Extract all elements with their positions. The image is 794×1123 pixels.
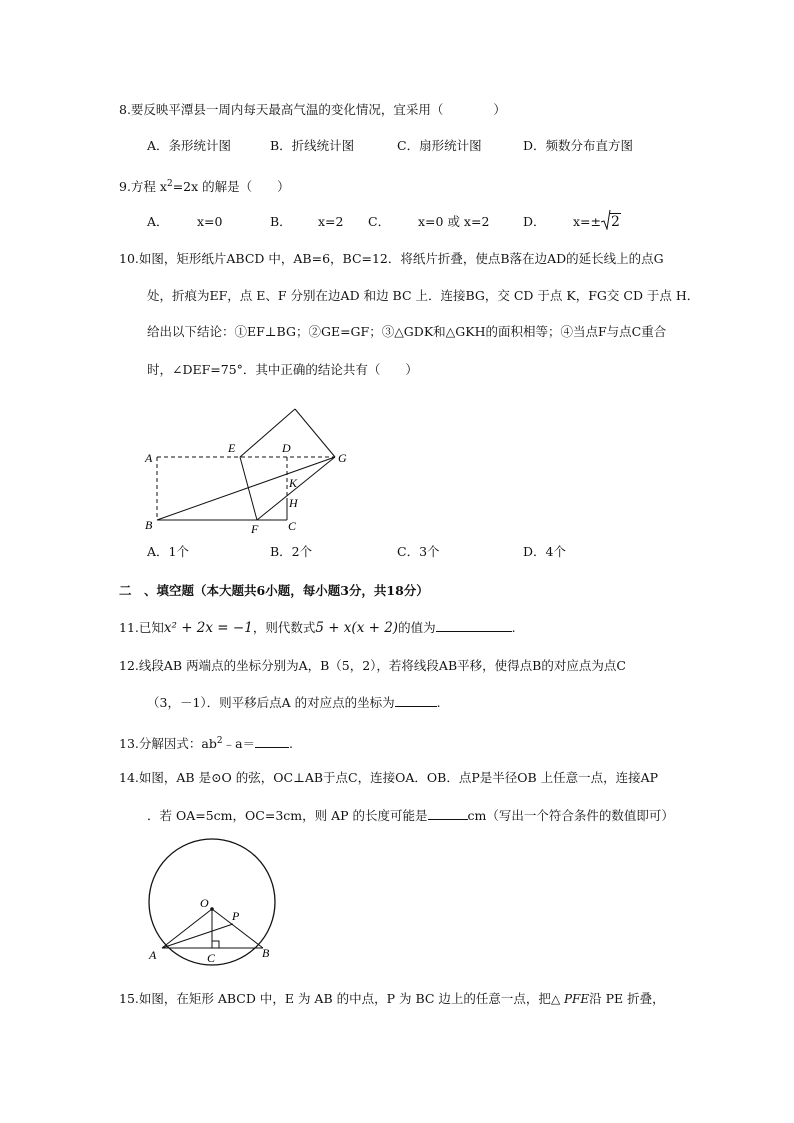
- q13-end: .: [289, 736, 294, 752]
- q10-label-b: B: [145, 518, 153, 532]
- q10-option-b: B．2个: [270, 544, 313, 559]
- q10-option-d: D．4个: [523, 544, 566, 559]
- q13: [119, 732, 293, 753]
- q12-line-2-post: .: [436, 695, 441, 710]
- q10-line-2: 处，折痕为EF，点 E、F 分别在边AD 和边 BC 上．连接BG，交 CD 于点 K，FG交 CD 于点 H．: [147, 288, 700, 303]
- q14-line-2: [147, 807, 674, 825]
- q9-option-b-value: x=2: [318, 214, 344, 229]
- q11: [119, 619, 516, 637]
- q9-option-d-value: [573, 213, 621, 231]
- q9-option-c-value: x=0 或 x=2: [418, 214, 490, 229]
- q10-label-f: F: [251, 522, 259, 536]
- q11-equation: x² + 2x = −1: [163, 620, 253, 636]
- q13-sup: 2: [216, 736, 223, 746]
- q14-label-o: O: [200, 896, 209, 910]
- q10-label-d: D: [282, 441, 291, 455]
- q13-pre: 13.分解因式：ab: [119, 736, 217, 752]
- segment-bg: [157, 457, 335, 520]
- q14-label-a: A: [149, 948, 157, 962]
- q9-option-a-value: x=0: [197, 214, 223, 229]
- q15-pre: 15.如图，在矩形 ABCD 中，E 为 AB 的中点，P 为 BC 边上的任意一点，把: [119, 991, 551, 1006]
- radius-oa: [162, 909, 212, 948]
- q9-option-b-letter: B．: [270, 214, 292, 229]
- right-angle-mark: [212, 941, 219, 948]
- q10-label-c: C: [288, 519, 297, 533]
- q9-option-d-letter: D．: [523, 214, 546, 229]
- q14-answer-blank[interactable]: [428, 807, 468, 820]
- q15: [119, 990, 665, 1008]
- q8-option-b: B．折线统计图: [270, 138, 355, 153]
- q11-mid: ，则代数式: [252, 620, 316, 635]
- q8-option-d: D．频数分布直方图: [523, 138, 634, 153]
- q12-line-2-pre: （3，－1）．则平移后点A 的对应点的坐标为: [147, 695, 395, 710]
- q10-label-g: G: [338, 451, 347, 465]
- q13-answer-blank[interactable]: [255, 735, 289, 748]
- q14-line-2-pre: ．若 OA=5cm，OC=3cm，则 AP 的长度可能是: [147, 808, 428, 823]
- segment-ef: [240, 457, 257, 520]
- q9-stem-pre: 9.方程 x: [119, 179, 167, 195]
- q10-label-e: E: [228, 441, 236, 455]
- q12-line-1: 12.线段AB 两端点的坐标分别为A，B（5，2），若将线段AB平移，使得点B的对应点为点C: [119, 658, 626, 673]
- radical-sign-icon: [601, 210, 611, 230]
- q10-option-a: A．1个: [147, 544, 189, 559]
- q10-line-1: 10.如图，矩形纸片ABCD 中，AB=6，BC=12．将纸片折叠，使点B落在边AD的延长线上的点G: [119, 251, 664, 266]
- q12-answer-blank[interactable]: [395, 694, 437, 707]
- q15-triangle: △ PFE: [550, 992, 590, 1006]
- q14-label-c: C: [207, 951, 216, 965]
- center-dot: [210, 907, 214, 911]
- q10-label-h: H: [289, 496, 298, 510]
- q11-end: .: [511, 620, 516, 635]
- q10-figure-folded-rectangle: [140, 400, 370, 540]
- q14-label-p: P: [232, 909, 240, 923]
- q13-post: ﹣a＝: [222, 736, 256, 752]
- q11-pre: 11.已知: [119, 620, 164, 635]
- q9-option-a-letter: A．: [147, 214, 169, 229]
- q10-line-3: 给出以下结论：①EF⊥BG；②GE=GF；③△GDK和△GKH的面积相等；④当点F与点C重合: [147, 324, 667, 339]
- q11-answer-blank[interactable]: [436, 619, 512, 632]
- q10-label-k: K: [289, 476, 298, 490]
- q8-option-c: C．扇形统计图: [397, 138, 482, 153]
- q14-label-b: B: [262, 946, 270, 960]
- q9-stem-sup: 2: [166, 179, 173, 189]
- q10-option-c: C．3个: [397, 544, 440, 559]
- q9-option-c-letter: C．: [368, 214, 391, 229]
- segment-ap: [162, 924, 233, 948]
- q8-stem: 8.要反映平潭县一周内每天最高气温的变化情况，宜采用（ ）: [119, 102, 506, 117]
- sqrt-symbol: [601, 213, 621, 231]
- q11-expression: 5 + x(x + 2): [315, 620, 399, 636]
- q15-post: 沿 PE 折叠，: [589, 991, 665, 1006]
- q8-option-a: A．条形统计图: [147, 138, 232, 153]
- q12-line-2: [147, 694, 441, 712]
- segment-fold-g: [295, 409, 335, 457]
- q11-post: 的值为: [398, 620, 436, 635]
- q14-line-2-post: cm（写出一个符合条件的数值即可）: [467, 808, 674, 823]
- q10-label-a: A: [145, 451, 153, 465]
- q9-option-d-radicand: 2: [611, 214, 620, 230]
- q14-figure-circle: [140, 835, 290, 975]
- section-2-heading: 二 、填空题（本大题共6小题，每小题3分，共18分）: [119, 583, 429, 598]
- q10-line-4: 时，∠DEF=75°．其中正确的结论共有（ ）: [147, 362, 418, 377]
- q14-line-1: 14.如图，AB 是⊙O 的弦，OC⊥AB于点C，连接OA．OB．点P是半径OB 上任意一点，连接AP: [119, 770, 659, 785]
- q9-stem-post: =2x 的解是（ ）: [172, 179, 290, 195]
- q9-stem: [119, 175, 290, 196]
- q9-option-d-text: x=±: [573, 214, 601, 229]
